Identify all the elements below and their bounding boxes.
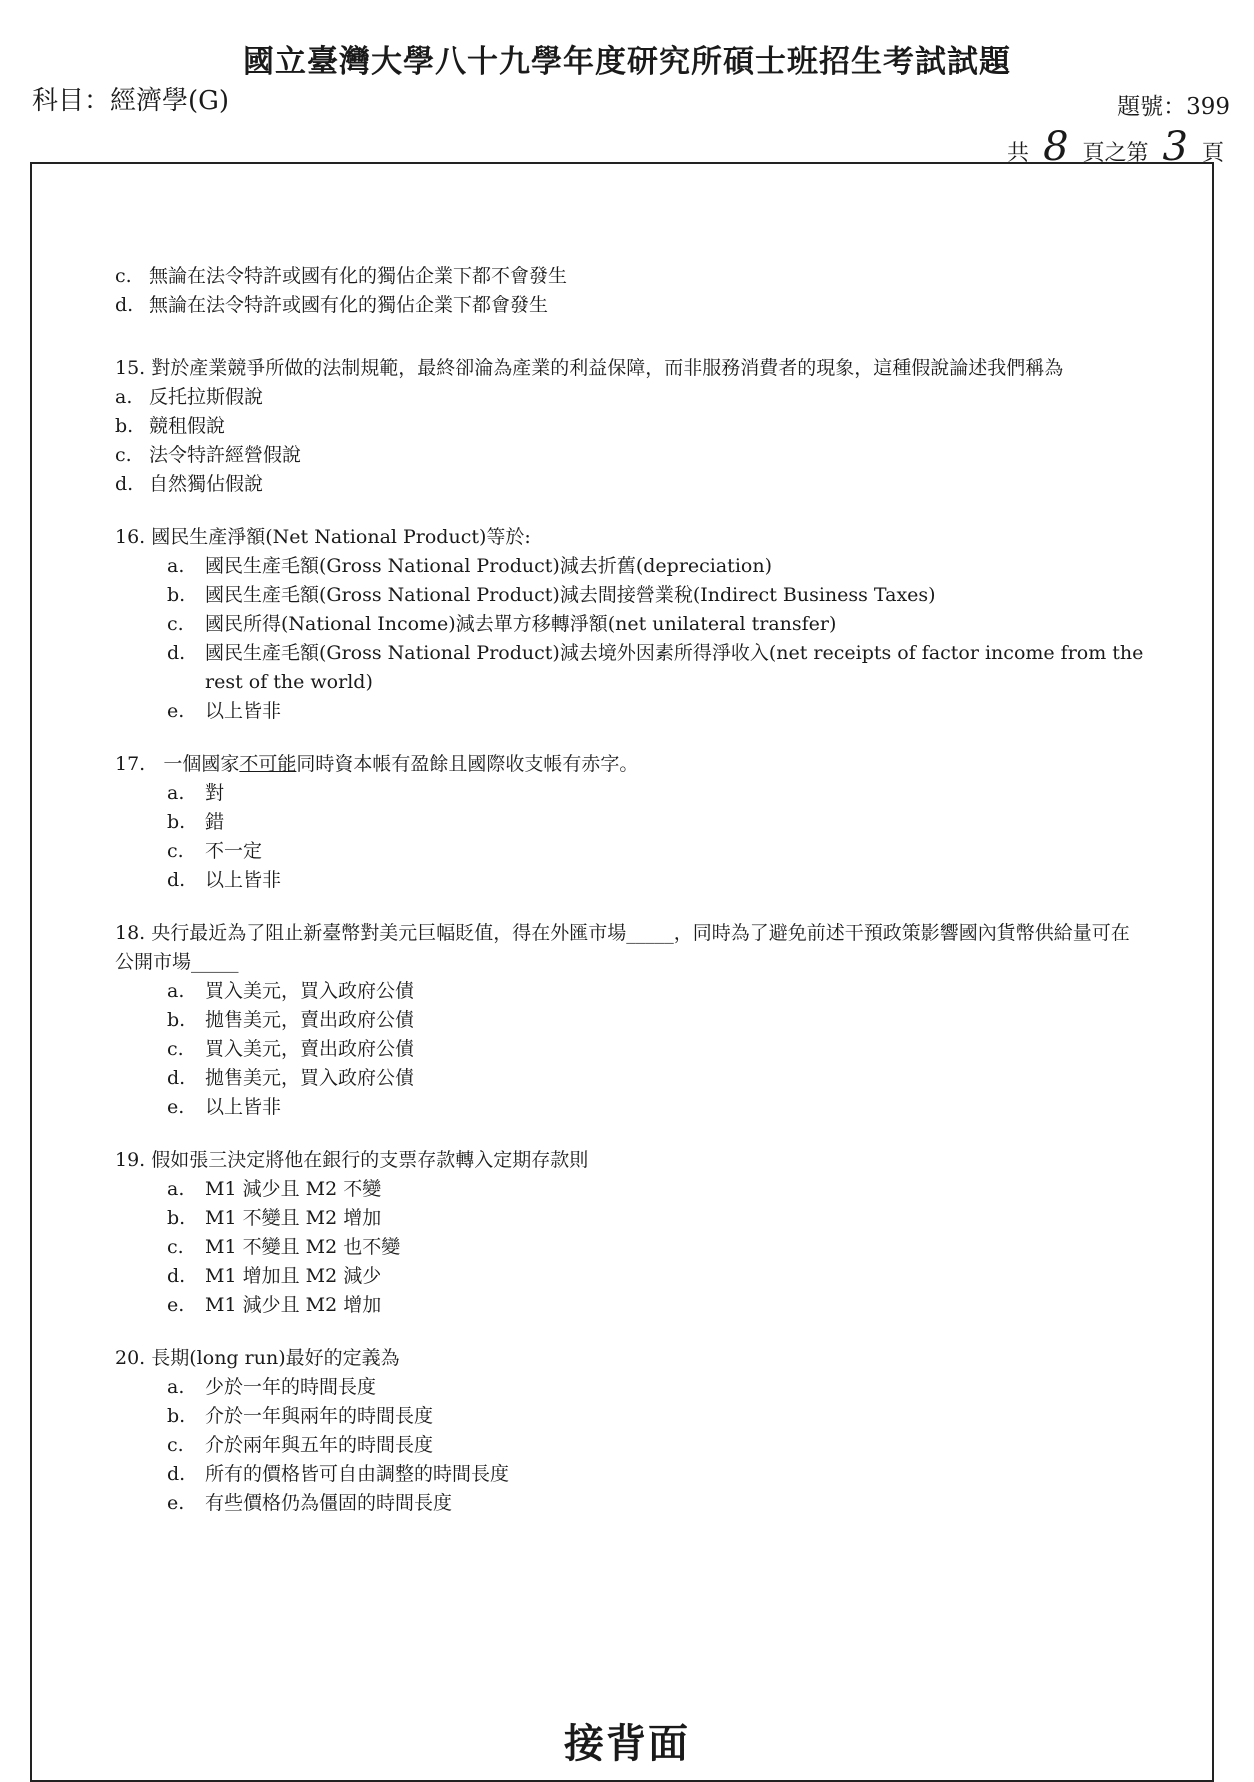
option-label: d.: [167, 1265, 186, 1287]
option: [167, 808, 1145, 837]
option-label: a.: [167, 782, 185, 804]
question-stem: [115, 919, 1145, 977]
option-list: [115, 552, 1145, 726]
question-stem: [115, 523, 1145, 552]
option: [115, 470, 1145, 499]
option: [167, 977, 1145, 1006]
option-text: 少於一年的時間長度: [205, 1376, 377, 1398]
question-number: 16.: [115, 526, 146, 548]
option: [115, 412, 1145, 441]
option-label: c.: [115, 265, 132, 287]
option-text: M1 減少且 M2 不變: [205, 1178, 382, 1200]
option-text: 國民生產毛額(Gross National Product)減去折舊(depreciation): [205, 555, 772, 577]
option-text: 拋售美元，買入政府公債: [205, 1067, 415, 1089]
option-label: a.: [115, 386, 133, 408]
option-text: M1 不變且 M2 也不變: [205, 1236, 401, 1258]
option-text: M1 不變且 M2 增加: [205, 1207, 382, 1229]
option: [167, 1431, 1145, 1460]
option: [167, 837, 1145, 866]
option-list: [115, 1175, 1145, 1320]
question-text: 國民生產淨額(Net National Product)等於:: [151, 526, 531, 548]
exam-number: 題號：399: [1117, 94, 1230, 120]
option-list: [115, 977, 1145, 1122]
option-text: 競租假說: [149, 415, 226, 437]
option: [167, 779, 1145, 808]
question-18: [115, 919, 1145, 1122]
option-text: 國民生產毛額(Gross National Product)減去境外因素所得淨收入(net receipts of factor income from the rest of the world): [205, 642, 1144, 693]
option-label: d.: [167, 1463, 186, 1485]
option-label: b.: [115, 415, 134, 437]
option-text: 國民生產毛額(Gross National Product)減去間接營業稅(Indirect Business Taxes): [205, 584, 936, 606]
option-text: 以上皆非: [205, 1096, 282, 1118]
option-text: 無論在法令特許或國有化的獨佔企業下都會發生: [149, 294, 549, 316]
option-label: d.: [167, 642, 186, 664]
option-label: d.: [115, 473, 134, 495]
option-text: 無論在法令特許或國有化的獨佔企業下都不會發生: [149, 265, 568, 287]
option-text: 買入美元，買入政府公債: [205, 980, 415, 1002]
option-text: 以上皆非: [205, 700, 282, 722]
option-label: c.: [167, 1038, 184, 1060]
option: [167, 1035, 1145, 1064]
question-text: 長期(long run)最好的定義為: [151, 1347, 400, 1369]
option-label: e.: [167, 1096, 185, 1118]
option-label: a.: [167, 1178, 185, 1200]
option: [167, 1093, 1145, 1122]
question-text: 假如張三決定將他在銀行的支票存款轉入定期存款則: [151, 1149, 589, 1171]
question-stem: [115, 1146, 1145, 1175]
option-label: e.: [167, 1294, 185, 1316]
page-current: 3: [1162, 124, 1188, 170]
subject-label: 科目：經濟學(G): [32, 86, 230, 116]
option-text: 自然獨佔假說: [149, 473, 264, 495]
option-list: [115, 779, 1145, 895]
option-label: b.: [167, 584, 186, 606]
option-text: 不一定: [205, 840, 263, 862]
option: [167, 1291, 1145, 1320]
option-label: b.: [167, 1207, 186, 1229]
option: [167, 1175, 1145, 1204]
option: [167, 1204, 1145, 1233]
option: [167, 1402, 1145, 1431]
option: [115, 383, 1145, 412]
option-text: M1 減少且 M2 增加: [205, 1294, 382, 1316]
option-text: 拋售美元，賣出政府公債: [205, 1009, 415, 1031]
option-text: 法令特許經營假說: [149, 444, 302, 466]
question-stem: [115, 1344, 1145, 1373]
option-label: a.: [167, 555, 185, 577]
option-label: a.: [167, 1376, 185, 1398]
underlined-text: 不可能: [239, 753, 297, 775]
question-list: [115, 262, 1145, 1542]
question-number: 17.: [115, 753, 146, 775]
option-label: d.: [167, 869, 186, 891]
option: [167, 639, 1145, 697]
option: [167, 1460, 1145, 1489]
page-suffix: 頁: [1201, 141, 1224, 166]
page-prefix: 共: [1007, 141, 1030, 166]
question-text-before: 一個國家: [163, 753, 240, 775]
option-label: c.: [167, 840, 184, 862]
question-number: 20.: [115, 1347, 146, 1369]
question-number: 18.: [115, 922, 146, 944]
option-label: d.: [115, 294, 134, 316]
option-label: e.: [167, 1492, 185, 1514]
option: [167, 1373, 1145, 1402]
question-text: 對於產業競爭所做的法制規範，最終卻淪為產業的利益保障，而非服務消費者的現象，這種假說論述我們稱為: [151, 357, 1064, 379]
question-number: 19.: [115, 1149, 146, 1171]
option: [167, 610, 1145, 639]
option: [167, 1064, 1145, 1093]
question-text: 央行最近為了阻止新臺幣對美元巨幅貶值，得在外匯市場_____，同時為了避免前述干預政策影響國內貨幣供給量可在公開市場_____: [115, 922, 1130, 973]
option-label: c.: [167, 1434, 184, 1456]
option-text: M1 增加且 M2 減少: [205, 1265, 382, 1287]
option: [167, 1262, 1145, 1291]
option: [167, 1233, 1145, 1262]
question-stem: [115, 354, 1145, 383]
option-text: 有些價格仍為僵固的時間長度: [205, 1492, 453, 1514]
option: [167, 866, 1145, 895]
option-label: a.: [167, 980, 185, 1002]
question-number: 15.: [115, 357, 146, 379]
option-text: 介於一年與兩年的時間長度: [205, 1405, 434, 1427]
option-text: 反托拉斯假說: [149, 386, 264, 408]
option-label: c.: [115, 444, 132, 466]
question-16: [115, 523, 1145, 726]
exam-title: 國立臺灣大學八十九學年度研究所碩士班招生考試試題: [243, 44, 1011, 80]
option-text: 介於兩年與五年的時間長度: [205, 1434, 434, 1456]
option-label: b.: [167, 1405, 186, 1427]
option-label: b.: [167, 811, 186, 833]
option: [167, 1006, 1145, 1035]
option-label: c.: [167, 1236, 184, 1258]
option-label: c.: [167, 613, 184, 635]
question-20: [115, 1344, 1145, 1518]
option: [167, 697, 1145, 726]
option-label: b.: [167, 1009, 186, 1031]
option: [115, 262, 1145, 291]
continue-on-back-note: 接背面: [564, 1720, 690, 1767]
option-list: [115, 1373, 1145, 1518]
option-text: 國民所得(National Income)減去單方移轉淨額(net unilateral transfer): [205, 613, 837, 635]
option: [167, 581, 1145, 610]
option: [115, 291, 1145, 320]
page-total: 8: [1043, 124, 1069, 170]
option: [115, 441, 1145, 470]
question-15: [115, 354, 1145, 499]
option-label: d.: [167, 1067, 186, 1089]
option-text: 對: [205, 782, 225, 804]
option-label: e.: [167, 700, 185, 722]
question-14-continued: [115, 262, 1145, 320]
page-middle: 頁之第: [1082, 141, 1149, 166]
question-text-after: 同時資本帳有盈餘且國際收支帳有赤字。: [296, 753, 639, 775]
option: [167, 552, 1145, 581]
option: [167, 1489, 1145, 1518]
question-19: [115, 1146, 1145, 1320]
question-stem: [115, 750, 1145, 779]
option-text: 所有的價格皆可自由調整的時間長度: [205, 1463, 510, 1485]
option-text: 錯: [205, 811, 225, 833]
option-text: 以上皆非: [205, 869, 282, 891]
question-17: [115, 750, 1145, 895]
option-text: 買入美元，賣出政府公債: [205, 1038, 415, 1060]
